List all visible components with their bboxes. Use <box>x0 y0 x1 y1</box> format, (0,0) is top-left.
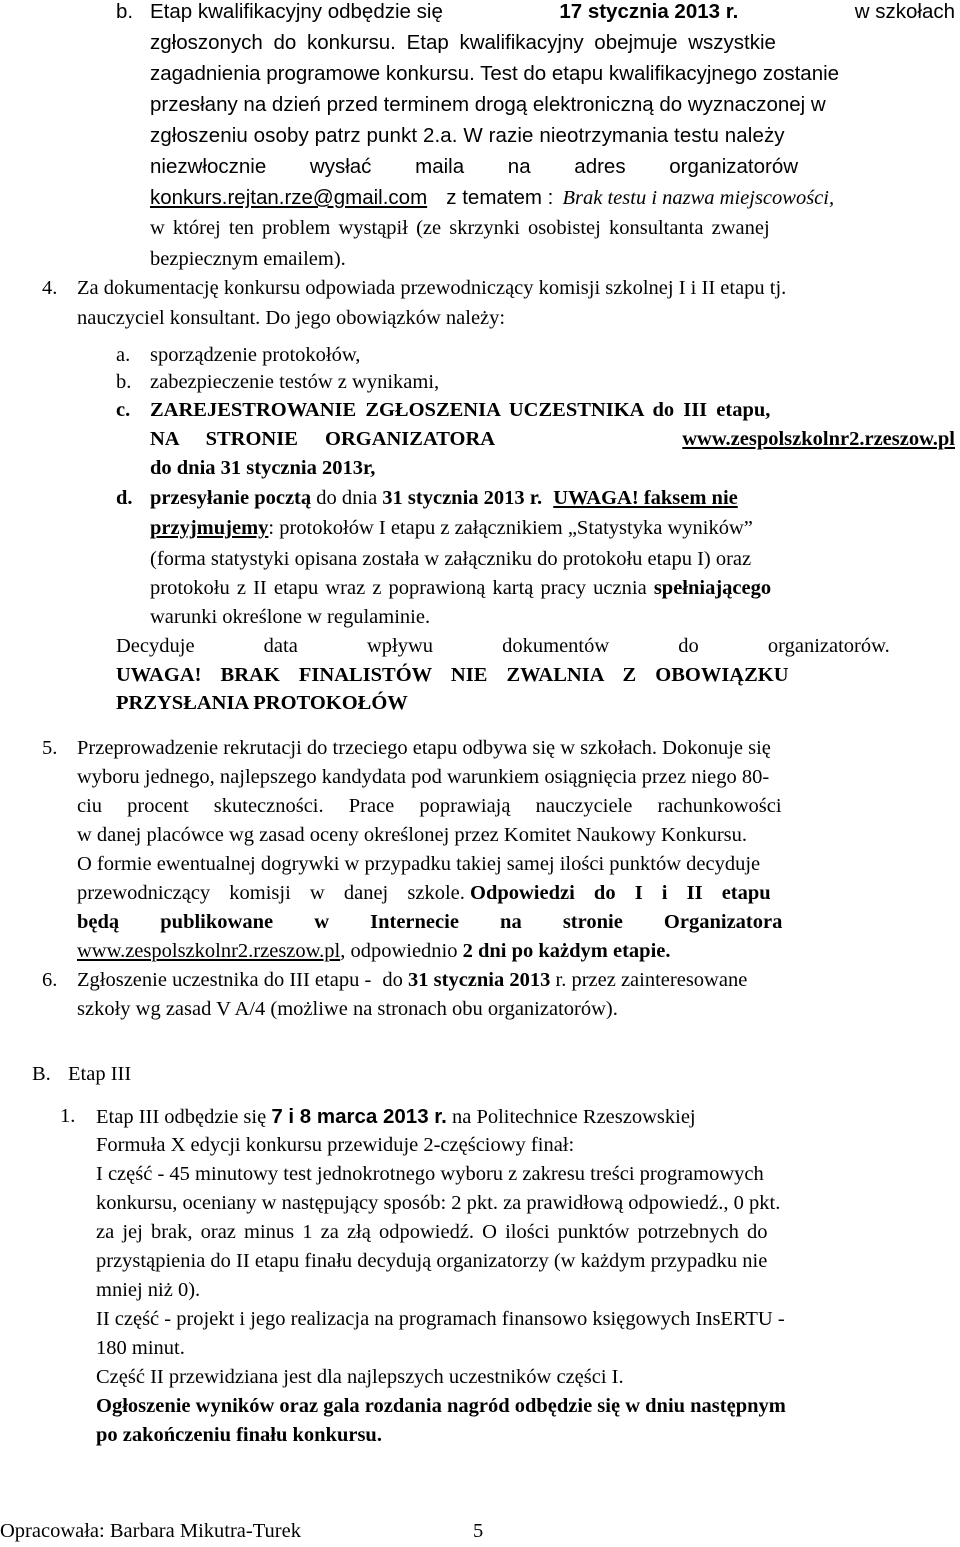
announcement: po zakończeniu finału konkursu. <box>96 1424 382 1446</box>
list-item-text: zabezpieczenie testów z wynikami, <box>150 371 440 393</box>
paragraph-line: ciu procent skuteczności. Prace poprawiają nauczyciele rachunkowości <box>77 795 782 817</box>
paragraph-line: niezwłocznie wysłać maila na adres organizatorów <box>150 155 799 178</box>
paragraph-line: konkurs.rejtan.rze@gmail.com z tematem : Brak testu i nazwa miejscowości, <box>150 186 835 209</box>
warning-text: UWAGA! faksem nie <box>553 487 738 509</box>
paragraph-line: przyjmujemy: protokołów I etapu z załącznikiem „Statystyka wyników” <box>150 517 753 539</box>
paragraph-line: zagadnienia programowe konkursu. Test do etapu kwalifikacyjnego zostanie <box>150 62 840 85</box>
paragraph-line: konkursu, oceniany w następujący sposób: 2 pkt. za prawidłową odpowiedź., 0 pkt. <box>96 1192 781 1214</box>
paragraph-line: protokołu z II etapu wraz z poprawioną kartą pracy ucznia spełniającego <box>150 577 772 599</box>
list-item-text: sporządzenie protokołów, <box>150 344 361 366</box>
list-number: 4. <box>42 277 58 299</box>
date-highlight: 7 i 8 marca 2013 r. <box>271 1105 447 1128</box>
email-link[interactable]: konkurs.rejtan.rze@gmail.com <box>150 186 428 209</box>
paragraph-line: 180 minut. <box>96 1337 185 1359</box>
warning-heading: PRZYSŁANIA PROTOKOŁÓW <box>116 692 408 714</box>
paragraph-line: bezpiecznym emailem). <box>150 248 346 270</box>
paragraph-line: zgłoszonych do konkursu. Etap kwalifikacyjny obejmuje wszystkie <box>150 31 776 54</box>
paragraph-line: będą publikowane w Internecie na stronie Organizatora <box>77 911 783 933</box>
section-title: Etap III <box>68 1063 132 1085</box>
paragraph-line: za jej brak, oraz minus 1 za złą odpowiedź. O ilości punktów potrzebnych do <box>96 1221 768 1243</box>
paragraph-line: przewodniczący komisji w danej szkole. Odpowiedzi do I i II etapu <box>77 882 771 904</box>
date-highlight: 17 stycznia 2013 r. <box>559 0 739 23</box>
paragraph-line: mniej niż 0). <box>96 1279 201 1301</box>
paragraph-line: do dnia 31 stycznia 2013r, <box>150 457 376 479</box>
paragraph-line: NA STRONIE ORGANIZATORA www.zespolszkolnr2.rzeszow.pl <box>150 428 955 450</box>
paragraph-line: przesłany na dzień przed terminem drogą elektroniczną do wyznaczonej w <box>150 93 826 116</box>
paragraph-line: szkoły wg zasad V A/4 (możliwe na stronach obu organizatorów). <box>77 998 618 1020</box>
page-number: 5 <box>473 1520 484 1542</box>
list-label: b. <box>116 0 134 23</box>
paragraph-line: (forma statystyki opisana została w załączniku do protokołu etapu I) oraz <box>150 548 752 570</box>
paragraph-line: wyboru jednego, najlepszego kandydata pod warunkiem osiągnięcia przez niego 80- <box>77 766 770 788</box>
paragraph-line: przystąpienia do II etapu finału decydują organizatorzy (w każdym przypadku nie <box>96 1250 768 1272</box>
paragraph-line: warunki określone w regulaminie. <box>150 606 431 628</box>
paragraph-line: Etap kwalifikacyjny odbędzie się 17 stycznia 2013 r. w szkołach <box>150 0 955 23</box>
paragraph-line: Zgłoszenie uczestnika do III etapu - do 31 stycznia 2013 r. przez zainteresowane <box>77 969 748 991</box>
paragraph-line: zgłoszeniu osoby patrz punkt 2.a. W razie nieotrzymania testu należy <box>150 124 785 147</box>
footer-author: Opracowała: Barbara Mikutra-Turek <box>0 1520 301 1542</box>
paragraph-line: w której ten problem wystąpił (ze skrzynki osobistej konsultanta zwanej <box>150 217 770 239</box>
paragraph-line: przesyłanie pocztą do dnia 31 stycznia 2013 r. UWAGA! faksem nie <box>150 487 738 509</box>
paragraph-line: w danej placówce wg zasad oceny określonej przez Komitet Naukowy Konkursu. <box>77 824 748 846</box>
website-link[interactable]: www.zespolszkolnr2.rzeszow.pl <box>77 940 341 962</box>
website-link[interactable]: www.zespolszkolnr2.rzeszow.pl <box>682 428 955 450</box>
paragraph-line: Przeprowadzenie rekrutacji do trzeciego etapu odbywa się w szkołach. Dokonuje się <box>77 737 771 759</box>
paragraph-line: Za dokumentację konkursu odpowiada przewodniczący komisji szkolnej I i II etapu tj. <box>77 277 787 299</box>
paragraph-line: II część - projekt i jego realizacja na programach finansowo księgowych InsERTU - <box>96 1308 785 1330</box>
list-number: 5. <box>42 737 58 759</box>
decision-note: Decyduje data wpływu dokumentów do organizatorów. <box>116 635 890 657</box>
paragraph-line: nauczyciel konsultant. Do jego obowiązków należy: <box>77 307 506 329</box>
list-label: d. <box>116 487 133 509</box>
warning-heading: UWAGA! BRAK FINALISTÓW NIE ZWALNIA Z OBOWIĄZKU <box>116 664 789 686</box>
paragraph-line: I część - 45 minutowy test jednokrotnego wyboru z zakresu treści programowych <box>96 1163 764 1185</box>
list-label: b. <box>116 371 132 393</box>
announcement: Ogłoszenie wyników oraz gala rozdania nagród odbędzie się w dniu następnym <box>96 1395 786 1417</box>
paragraph-line: www.zespolszkolnr2.rzeszow.pl, odpowiednio 2 dni po każdym etapie. <box>77 940 671 962</box>
paragraph-line: Część II przewidziana jest dla najlepszych uczestników części I. <box>96 1366 624 1388</box>
list-number: 6. <box>42 969 58 991</box>
list-label: a. <box>116 344 131 366</box>
list-number: 1. <box>60 1105 76 1127</box>
paragraph-line: Etap III odbędzie się 7 i 8 marca 2013 r. na Politechnice Rzeszowskiej <box>96 1105 696 1128</box>
list-label: c. <box>116 399 131 421</box>
list-item-text: ZAREJESTROWANIE ZGŁOSZENIA UCZESTNIKA do III etapu, <box>150 399 771 421</box>
paragraph-line: Formuła X edycji konkursu przewiduje 2-częściowy finał: <box>96 1134 575 1156</box>
paragraph-line: O formie ewentualnej dogrywki w przypadku takiej samej ilości punktów decyduje <box>77 853 761 875</box>
section-label: B. <box>32 1063 51 1085</box>
